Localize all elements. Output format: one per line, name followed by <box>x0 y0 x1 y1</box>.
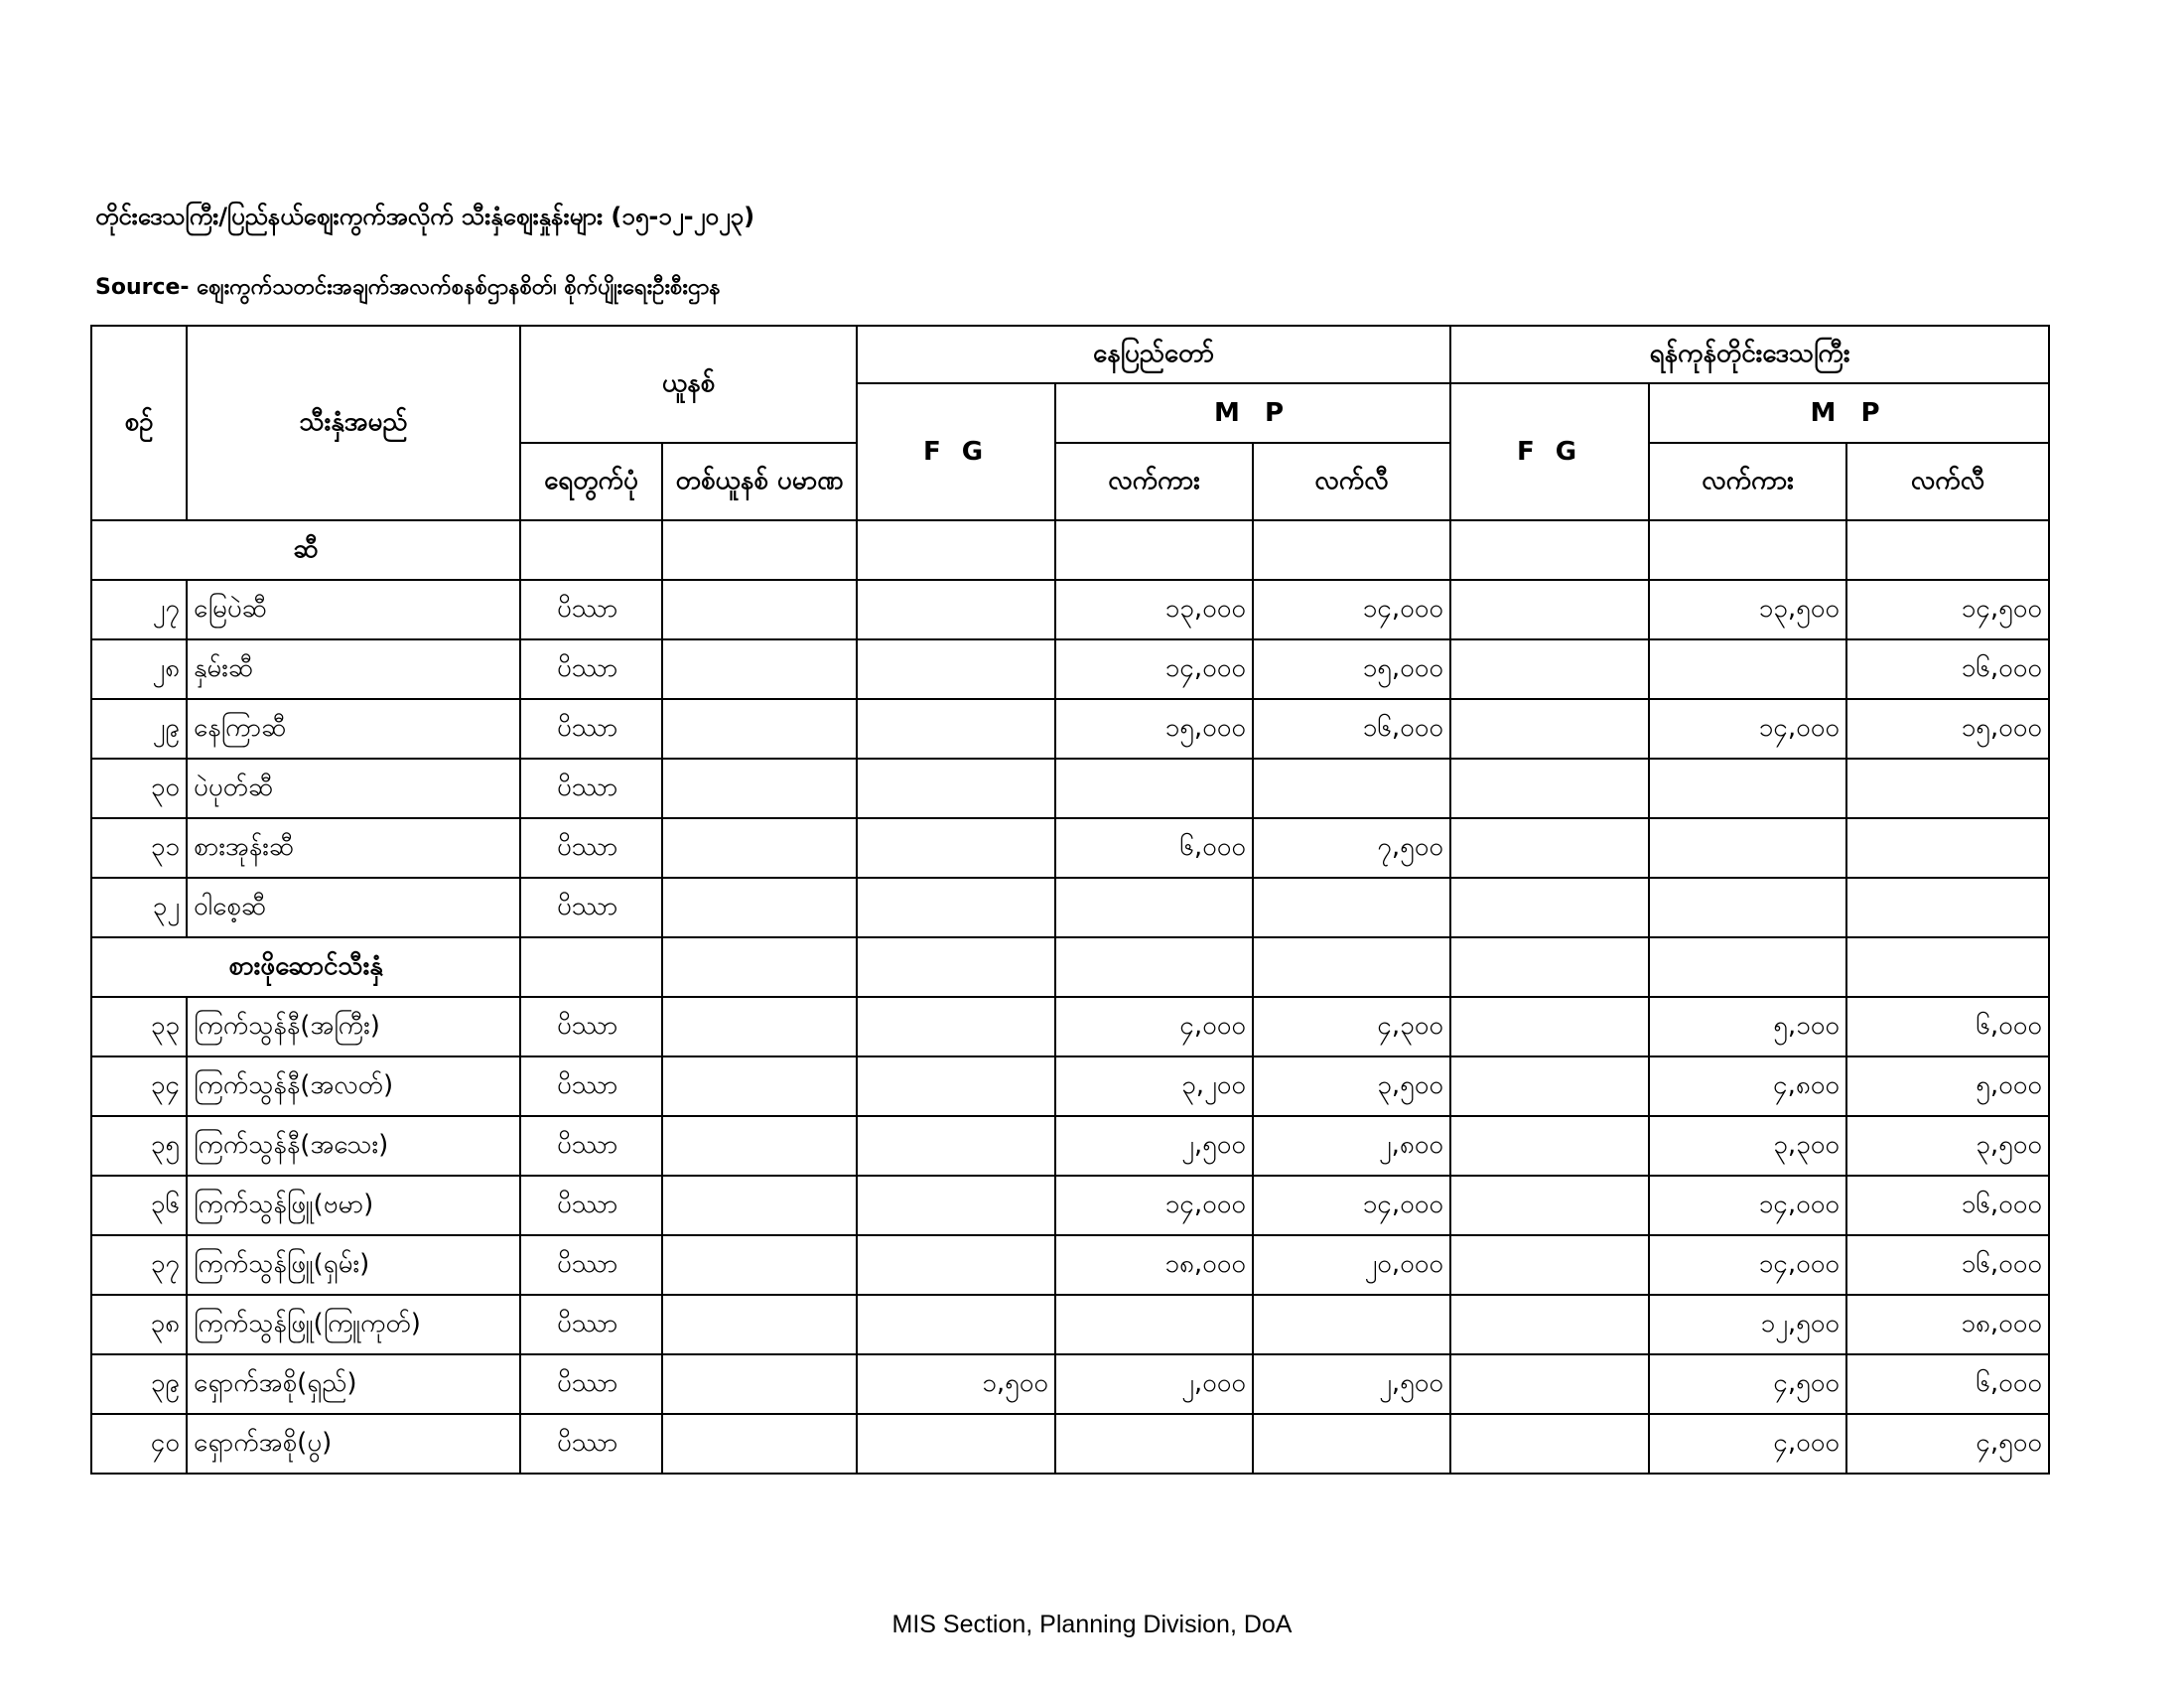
row-number: ၃၇ <box>91 1235 187 1295</box>
unit-local: ပိဿာ <box>520 818 662 878</box>
table-row <box>91 1176 2049 1235</box>
empty-cell <box>1846 937 2049 997</box>
row-number: ၃၁ <box>91 818 187 878</box>
npt-retail-price <box>1253 1414 1450 1474</box>
npt-fg-price <box>857 1176 1055 1235</box>
crop-name: ကြက်သွန်နီ(အကြီး) <box>187 997 520 1056</box>
npt-wholesale-price: ၂,၅၀၀ <box>1055 1116 1253 1176</box>
ygn-fg-price <box>1450 1295 1649 1354</box>
npt-wholesale-price <box>1055 878 1253 937</box>
table-row <box>91 878 2049 937</box>
ygn-retail-price: ၄,၅၀၀ <box>1846 1414 2049 1474</box>
npt-fg-price <box>857 1414 1055 1474</box>
npt-retail-price: ၁၄,၀၀၀ <box>1253 1176 1450 1235</box>
ygn-wholesale-price: ၁၃,၅၀၀ <box>1649 580 1846 639</box>
unit-metric <box>662 1116 857 1176</box>
header-ygn-mp: M P <box>1649 383 2049 443</box>
ygn-fg-price <box>1450 699 1649 759</box>
unit-metric <box>662 1295 857 1354</box>
crop-name: မြေပဲဆီ <box>187 580 520 639</box>
npt-fg-price <box>857 699 1055 759</box>
row-number: ၃၂ <box>91 878 187 937</box>
npt-retail-price: ၁၄,၀၀၀ <box>1253 580 1450 639</box>
npt-retail-price: ၂၀,၀၀၀ <box>1253 1235 1450 1295</box>
header-crop-name: သီးနှံအမည် <box>187 326 520 520</box>
npt-fg-price <box>857 1116 1055 1176</box>
ygn-fg-price <box>1450 1414 1649 1474</box>
header-unit-group: ယူနစ် <box>520 326 857 443</box>
npt-fg-price <box>857 759 1055 818</box>
npt-fg-price <box>857 1235 1055 1295</box>
unit-local: ပိဿာ <box>520 639 662 699</box>
ygn-fg-price <box>1450 878 1649 937</box>
unit-metric <box>662 878 857 937</box>
ygn-wholesale-price <box>1649 878 1846 937</box>
row-number: ၂၈ <box>91 639 187 699</box>
empty-cell <box>1649 937 1846 997</box>
table-row <box>91 1354 2049 1414</box>
crop-name: ကြက်သွန်နီ(အလတ်) <box>187 1056 520 1116</box>
unit-local: ပိဿာ <box>520 699 662 759</box>
unit-local: ပိဿာ <box>520 878 662 937</box>
npt-retail-price: ၁၆,၀၀၀ <box>1253 699 1450 759</box>
row-number: ၃၆ <box>91 1176 187 1235</box>
row-number: ၃၄ <box>91 1056 187 1116</box>
table-row <box>91 818 2049 878</box>
page-footer: MIS Section, Planning Division, DoA <box>891 1611 1293 1638</box>
table-row <box>91 1235 2049 1295</box>
ygn-wholesale-price: ၁၄,၀၀၀ <box>1649 1176 1846 1235</box>
ygn-retail-price <box>1846 818 2049 878</box>
price-table <box>90 325 2050 1475</box>
unit-metric <box>662 699 857 759</box>
empty-cell <box>1450 520 1649 580</box>
ygn-fg-price <box>1450 759 1649 818</box>
crop-name: ရှောက်အစို(ပွ) <box>187 1414 520 1474</box>
ygn-wholesale-price: ၁၄,၀၀၀ <box>1649 699 1846 759</box>
row-number: ၂၇ <box>91 580 187 639</box>
empty-cell <box>1450 937 1649 997</box>
table-row <box>91 1116 2049 1176</box>
unit-metric <box>662 580 857 639</box>
unit-local: ပိဿာ <box>520 997 662 1056</box>
npt-wholesale-price: ၃,၂၀၀ <box>1055 1056 1253 1116</box>
unit-local: ပိဿာ <box>520 580 662 639</box>
npt-retail-price <box>1253 878 1450 937</box>
unit-metric <box>662 997 857 1056</box>
table-row <box>91 1414 2049 1474</box>
crop-name: ကြက်သွန်ဖြူ(ကြူကုတ်) <box>187 1295 520 1354</box>
header-npt-fg: F G <box>857 383 1055 520</box>
ygn-fg-price <box>1450 580 1649 639</box>
ygn-retail-price: ၆,၀၀၀ <box>1846 997 2049 1056</box>
source-line: Source- ဈေးကွက်သတင်းအချက်အလက်စနစ်ဌာနစိတ်၊ စိုက်ပျိုးရေးဦးစီးဌာန <box>95 275 721 300</box>
npt-wholesale-price <box>1055 759 1253 818</box>
ygn-wholesale-price: ၄,၅၀၀ <box>1649 1354 1846 1414</box>
header-ygn-wholesale: လက်ကား <box>1649 443 1846 520</box>
empty-cell <box>520 937 662 997</box>
crop-name: ပဲပုတ်ဆီ <box>187 759 520 818</box>
section-row <box>91 520 2049 580</box>
header-region-naypyitaw: နေပြည်တော် <box>857 326 1450 383</box>
table-row <box>91 1295 2049 1354</box>
npt-retail-price: ၄,၃၀၀ <box>1253 997 1450 1056</box>
ygn-wholesale-price <box>1649 818 1846 878</box>
ygn-fg-price <box>1450 1176 1649 1235</box>
npt-fg-price: ၁,၅၀၀ <box>857 1354 1055 1414</box>
unit-local: ပိဿာ <box>520 1116 662 1176</box>
npt-wholesale-price: ၁၅,၀၀၀ <box>1055 699 1253 759</box>
unit-metric <box>662 1235 857 1295</box>
npt-retail-price <box>1253 1295 1450 1354</box>
ygn-retail-price <box>1846 759 2049 818</box>
npt-fg-price <box>857 580 1055 639</box>
row-number: ၃၅ <box>91 1116 187 1176</box>
npt-fg-price <box>857 1295 1055 1354</box>
header-region-yangon: ရန်ကုန်တိုင်းဒေသကြီး <box>1450 326 2049 383</box>
row-number: ၄၀ <box>91 1414 187 1474</box>
crop-name: ရှောက်အစို(ရှည်) <box>187 1354 520 1414</box>
table-row <box>91 639 2049 699</box>
row-number: ၃၃ <box>91 997 187 1056</box>
unit-local: ပိဿာ <box>520 1354 662 1414</box>
table-row <box>91 1056 2049 1116</box>
npt-fg-price <box>857 997 1055 1056</box>
row-number: ၃၈ <box>91 1295 187 1354</box>
header-npt-wholesale: လက်ကား <box>1055 443 1253 520</box>
npt-wholesale-price: ၁၄,၀၀၀ <box>1055 1176 1253 1235</box>
row-number: ၂၉ <box>91 699 187 759</box>
npt-wholesale-price: ၆,၀၀၀ <box>1055 818 1253 878</box>
unit-metric <box>662 1176 857 1235</box>
ygn-wholesale-price: ၅,၁၀၀ <box>1649 997 1846 1056</box>
npt-wholesale-price: ၁၃,၀၀၀ <box>1055 580 1253 639</box>
page-title: တိုင်းဒေသကြီး/ပြည်နယ်ဈေးကွက်အလိုက် သီးနှံဈေးနှုန်းများ (၁၅-၁၂-၂၀၂၃) <box>95 203 755 230</box>
unit-metric <box>662 818 857 878</box>
npt-wholesale-price <box>1055 1414 1253 1474</box>
empty-cell <box>1253 520 1450 580</box>
npt-retail-price: ၇,၅၀၀ <box>1253 818 1450 878</box>
ygn-retail-price: ၁၅,၀၀၀ <box>1846 699 2049 759</box>
ygn-wholesale-price <box>1649 759 1846 818</box>
ygn-retail-price: ၃,၅၀၀ <box>1846 1116 2049 1176</box>
empty-cell <box>857 520 1055 580</box>
header-ygn-retail: လက်လီ <box>1846 443 2049 520</box>
npt-wholesale-price: ၁၈,၀၀၀ <box>1055 1235 1253 1295</box>
empty-cell <box>1055 937 1253 997</box>
npt-wholesale-price: ၂,၀၀၀ <box>1055 1354 1253 1414</box>
section-label: စားဖိုဆောင်သီးနှံ <box>91 937 520 997</box>
ygn-fg-price <box>1450 1354 1649 1414</box>
unit-local: ပိဿာ <box>520 1056 662 1116</box>
section-label: ဆီ <box>91 520 520 580</box>
ygn-wholesale-price: ၃,၃၀၀ <box>1649 1116 1846 1176</box>
unit-metric <box>662 639 857 699</box>
header-no: စဉ် <box>91 326 187 520</box>
unit-metric <box>662 759 857 818</box>
npt-wholesale-price <box>1055 1295 1253 1354</box>
header-npt-mp: M P <box>1055 383 1450 443</box>
header-unit-metric: တစ်ယူနစ် ပမာဏ <box>662 443 857 520</box>
ygn-fg-price <box>1450 1235 1649 1295</box>
ygn-fg-price <box>1450 1116 1649 1176</box>
unit-metric <box>662 1056 857 1116</box>
crop-name: ကြက်သွန်ဖြူ(ဗမာ) <box>187 1176 520 1235</box>
npt-retail-price: ၂,၈၀၀ <box>1253 1116 1450 1176</box>
npt-retail-price: ၁၅,၀၀၀ <box>1253 639 1450 699</box>
ygn-retail-price: ၁၆,၀၀၀ <box>1846 1176 2049 1235</box>
npt-retail-price: ၂,၅၀၀ <box>1253 1354 1450 1414</box>
unit-local: ပိဿာ <box>520 1176 662 1235</box>
ygn-retail-price: ၅,၀၀၀ <box>1846 1056 2049 1116</box>
empty-cell <box>1253 937 1450 997</box>
empty-cell <box>1846 520 2049 580</box>
empty-cell <box>520 520 662 580</box>
ygn-wholesale-price: ၁၄,၀၀၀ <box>1649 1235 1846 1295</box>
ygn-wholesale-price: ၄,၀၀၀ <box>1649 1414 1846 1474</box>
npt-fg-price <box>857 639 1055 699</box>
empty-cell <box>1055 520 1253 580</box>
ygn-retail-price: ၁၆,၀၀၀ <box>1846 1235 2049 1295</box>
npt-fg-price <box>857 1056 1055 1116</box>
empty-cell <box>662 937 857 997</box>
table-row <box>91 759 2049 818</box>
npt-fg-price <box>857 878 1055 937</box>
unit-metric <box>662 1414 857 1474</box>
ygn-wholesale-price <box>1649 639 1846 699</box>
crop-name: ကြက်သွန်ဖြူ(ရှမ်း) <box>187 1235 520 1295</box>
ygn-fg-price <box>1450 997 1649 1056</box>
empty-cell <box>1649 520 1846 580</box>
header-unit-local: ရေတွက်ပုံ <box>520 443 662 520</box>
section-row <box>91 937 2049 997</box>
header-ygn-fg: F G <box>1450 383 1649 520</box>
npt-retail-price: ၃,၅၀၀ <box>1253 1056 1450 1116</box>
crop-name: စားအုန်းဆီ <box>187 818 520 878</box>
ygn-retail-price: ၁၈,၀၀၀ <box>1846 1295 2049 1354</box>
npt-retail-price <box>1253 759 1450 818</box>
unit-local: ပိဿာ <box>520 1414 662 1474</box>
row-number: ၃၉ <box>91 1354 187 1414</box>
unit-local: ပိဿာ <box>520 759 662 818</box>
npt-fg-price <box>857 818 1055 878</box>
ygn-retail-price <box>1846 878 2049 937</box>
table-row <box>91 580 2049 639</box>
ygn-retail-price: ၁၆,၀၀၀ <box>1846 639 2049 699</box>
ygn-wholesale-price: ၁၂,၅၀၀ <box>1649 1295 1846 1354</box>
crop-name: ဝါစေ့ဆီ <box>187 878 520 937</box>
crop-name: နှမ်းဆီ <box>187 639 520 699</box>
ygn-fg-price <box>1450 639 1649 699</box>
row-number: ၃၀ <box>91 759 187 818</box>
crop-name: နေကြာဆီ <box>187 699 520 759</box>
unit-local: ပိဿာ <box>520 1235 662 1295</box>
unit-metric <box>662 1354 857 1414</box>
header-npt-retail: လက်လီ <box>1253 443 1450 520</box>
ygn-wholesale-price: ၄,၈၀၀ <box>1649 1056 1846 1116</box>
table-body <box>91 520 2049 1474</box>
unit-local: ပိဿာ <box>520 1295 662 1354</box>
npt-wholesale-price: ၁၄,၀၀၀ <box>1055 639 1253 699</box>
table-row <box>91 997 2049 1056</box>
ygn-retail-price: ၆,၀၀၀ <box>1846 1354 2049 1414</box>
ygn-fg-price <box>1450 1056 1649 1116</box>
empty-cell <box>662 520 857 580</box>
table-row <box>91 699 2049 759</box>
ygn-fg-price <box>1450 818 1649 878</box>
empty-cell <box>857 937 1055 997</box>
crop-name: ကြက်သွန်နီ(အသေး) <box>187 1116 520 1176</box>
npt-wholesale-price: ၄,၀၀၀ <box>1055 997 1253 1056</box>
ygn-retail-price: ၁၄,၅၀၀ <box>1846 580 2049 639</box>
